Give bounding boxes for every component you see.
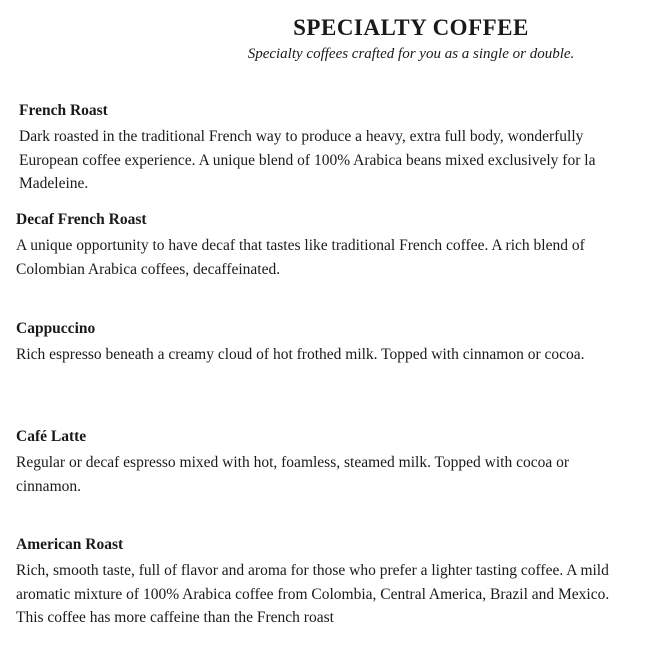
menu-item-name: Cappuccino xyxy=(16,320,96,337)
menu-item-french-roast xyxy=(19,101,639,196)
menu-item-decaf-french-roast xyxy=(16,210,636,281)
menu-item-description: Regular or decaf espresso mixed with hot, foamless, steamed milk. Topped with cocoa or cinnamon. xyxy=(16,454,570,495)
menu-item-description: Rich, smooth taste, full of flavor and aroma for those who prefer a lighter tasting coffee. A mild aromatic mixture of 100% Arabica coffee from Colombia, Central America, Brazil and Mexico. This coffee has more caffeine than the French roast xyxy=(16,562,610,626)
menu-item-name: American Roast xyxy=(16,536,124,553)
menu-item-american-roast xyxy=(16,535,636,630)
menu-item-cafe-latte xyxy=(16,427,636,498)
menu-item-name: French Roast xyxy=(19,102,108,119)
menu-item-description: A unique opportunity to have decaf that tastes like traditional French coffee. A rich blend of Colombian Arabica coffees, decaffeinated. xyxy=(16,237,585,278)
menu-item-cappuccino xyxy=(16,319,636,367)
page-subtitle: Specialty coffees crafted for you as a single or double. xyxy=(247,46,575,62)
menu-header xyxy=(236,14,586,64)
menu-item-name: Café Latte xyxy=(16,428,87,445)
menu-item-name: Decaf French Roast xyxy=(16,211,147,228)
menu-item-description: Rich espresso beneath a creamy cloud of hot frothed milk. Topped with cinnamon or cocoa. xyxy=(16,346,585,363)
page-title: SPECIALTY COFFEE xyxy=(293,15,529,40)
menu-item-description: Dark roasted in the traditional French way to produce a heavy, extra full body, wonderfully European coffee experience. A unique blend of 100% Arabica beans mixed exclusively for la Madeleine. xyxy=(19,128,596,192)
